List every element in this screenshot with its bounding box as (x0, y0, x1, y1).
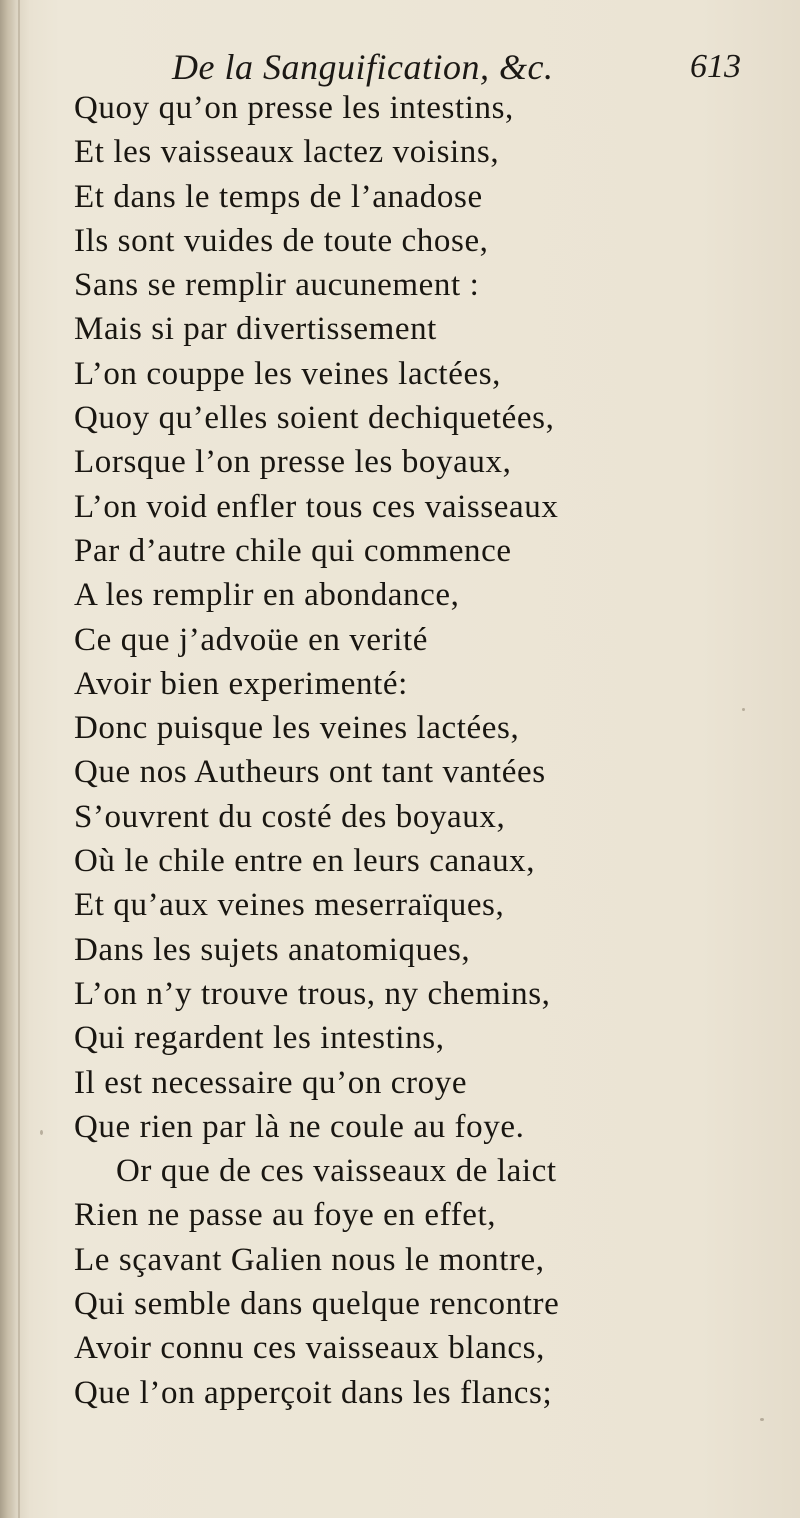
verse-line: Ce que j’advoüe en verité (74, 621, 429, 658)
verse-line: Quoy qu’on presse les intestins, (74, 90, 514, 126)
verse-line: Il est necessaire qu’on croye (74, 1064, 468, 1101)
verse-line: Que l’on apperçoit dans les flancs; (74, 1374, 553, 1411)
verse-line: Rien ne passe au foye en effet, (74, 1197, 497, 1234)
page-gutter (0, 0, 16, 1518)
verse-line: Et les vaisseaux lactez voisins, (74, 134, 500, 171)
paper-speck (742, 708, 745, 711)
verse-line: A les remplir en abondance, (74, 577, 460, 614)
verse-line: Avoir connu ces vaisseaux blancs, (74, 1330, 545, 1367)
verse-line: Et qu’aux veines meserraïques, (74, 887, 505, 924)
verse-line: Or que de ces vaisseaux de laict (116, 1153, 557, 1190)
verse-line: L’on void enfler tous ces vaisseaux (74, 488, 559, 525)
verse-line: L’on couppe les veines lactées, (74, 355, 501, 392)
verse-line: Par d’autre chile qui commence (74, 532, 512, 569)
verse-line: Que nos Autheurs ont tant vantées (74, 754, 546, 791)
verse-line: Et dans le temps de l’anadose (74, 178, 483, 215)
verse-line: Donc puisque les veines lactées, (74, 710, 520, 747)
poem-text (74, 86, 774, 1415)
verse-line: Que rien par là ne coule au foye. (74, 1108, 525, 1145)
verse-line: Le sçavant Galien nous le montre, (74, 1241, 545, 1278)
page-number: 613 (690, 48, 741, 85)
verse-line: Ils sont vuides de toute chose, (74, 222, 489, 259)
verse-line: Avoir bien experimenté: (74, 665, 408, 702)
verse-line: L’on n’y trouve trous, ny chemins, (74, 975, 551, 1012)
paper-speck (760, 1418, 764, 1421)
page-fold (18, 0, 20, 1518)
verse-line: S’ouvrent du costé des boyaux, (74, 798, 506, 835)
verse-line: Quoy qu’elles soient dechiquetées, (74, 400, 555, 437)
verse-line: Qui semble dans quelque rencontre (74, 1286, 560, 1323)
verse-line: Dans les sujets anatomiques, (74, 931, 471, 968)
verse-line: Mais si par divertissement (74, 311, 437, 348)
verse-line: Qui regardent les intestins, (74, 1020, 445, 1057)
paper-speck (40, 1130, 43, 1135)
running-head: De la Sanguification, &c. (172, 47, 554, 87)
verse-line: Où le chile entre en leurs canaux, (74, 843, 536, 880)
verse-line: Sans se remplir aucunement : (74, 267, 480, 304)
verse-line: Lorsque l’on presse les boyaux, (74, 444, 512, 481)
